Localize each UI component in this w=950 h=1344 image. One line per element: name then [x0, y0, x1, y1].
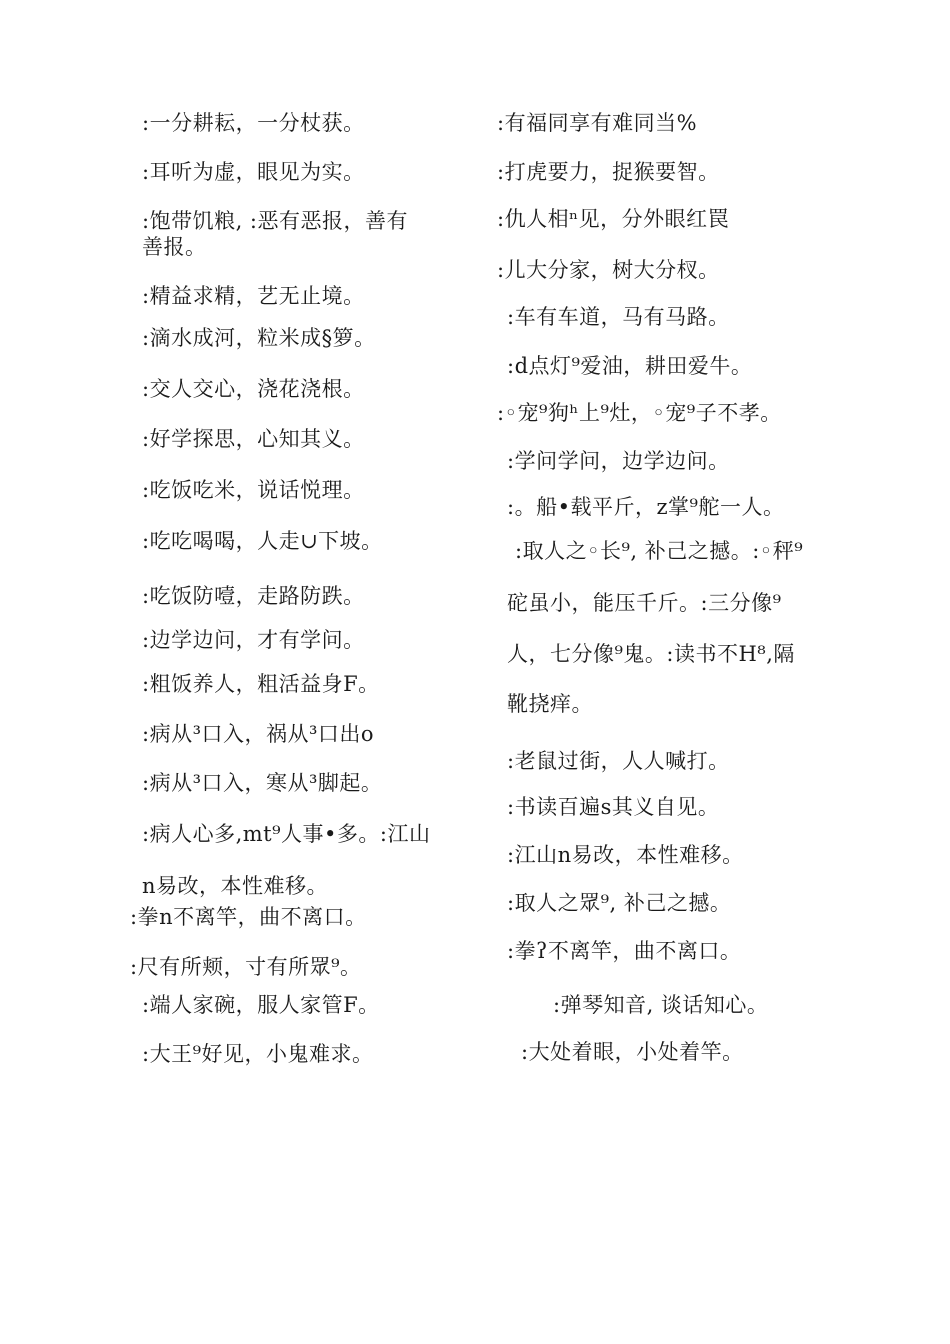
proverb-line: :拳n不离竿，曲不离口。 — [130, 905, 367, 929]
proverb-line: :弹琴知音, 谈话知心。 — [553, 993, 769, 1017]
proverb-line: :儿大分家，树大分杈。 — [497, 258, 720, 282]
proverb-line: :拳ʔ不离竿，曲不离口。 — [507, 939, 742, 963]
proverb-line: :端人家碗，服人家管F。 — [142, 993, 380, 1017]
proverb-line: :取人之◦长⁹, 补己之撼。:◦秤⁹ — [515, 539, 804, 563]
proverb-line: :病人心多,mt⁹人事•多。:江山 — [142, 822, 431, 846]
proverb-line: :打虎要力，捉猴要智。 — [497, 160, 720, 184]
proverb-line: :大处着眼，小处着竿。 — [521, 1040, 744, 1064]
proverb-line: :吃饭防噎，走路防跌。 — [142, 584, 365, 608]
proverb-line: 人，七分像⁹鬼。:读书不H⁸,隔 — [507, 642, 795, 666]
proverb-line: :饱带饥粮, :恶有恶报，善有 — [142, 209, 408, 233]
proverb-line: :边学边问，才有学问。 — [142, 628, 365, 652]
proverb-line: :有福同享有难同当% — [497, 111, 698, 135]
proverb-line: :病从³口入，祸从³口出o — [142, 722, 375, 746]
proverb-line: 砣虽小，能压千斤。:三分像⁹ — [507, 591, 782, 615]
proverb-line: 善报。 — [142, 235, 207, 259]
proverb-line: :学问学问，边学边问。 — [507, 449, 730, 473]
proverb-line: 靴挠痒。 — [507, 692, 593, 716]
proverb-line: :精益求精，艺无止境。 — [142, 284, 365, 308]
proverb-line: :尺有所颊，寸有所眾⁹。 — [130, 955, 362, 979]
proverb-line: :d点灯⁹爱油，耕田爱牛。 — [507, 354, 753, 378]
proverb-line: :书读百遍s其义自见。 — [507, 795, 720, 819]
proverb-line: :耳听为虚，眼见为实。 — [142, 160, 365, 184]
proverb-line: :吃吃喝喝，人走∪下坡。 — [142, 529, 383, 553]
proverb-line: :◦宠⁹狗ʰ上⁹灶，◦宠⁹子不孝。 — [497, 401, 782, 425]
proverb-line: n易改，本性难移。 — [142, 874, 329, 898]
proverb-line: :大王⁹好见，小鬼难求。 — [142, 1042, 374, 1066]
proverb-line: :一分耕耘，一分杖获。 — [142, 111, 365, 135]
proverb-line: :车有车道，马有马路。 — [507, 305, 730, 329]
proverb-line: :好学探思，心知其义。 — [142, 427, 365, 451]
proverb-line: :病从³口入，寒从³脚起。 — [142, 771, 383, 795]
proverb-line: :滴水成河，粒米成§箩。 — [142, 326, 376, 350]
proverb-line: :老鼠过街，人人喊打。 — [507, 749, 730, 773]
proverb-line: :交人交心，浇花浇根。 — [142, 377, 365, 401]
proverb-line: :粗饭养人，粗活益身F。 — [142, 672, 380, 696]
proverb-line: :江山n易改，本性难移。 — [507, 843, 744, 867]
proverb-line: :吃饭吃米，说话悦理。 — [142, 478, 365, 502]
proverb-line: :。船•载平斤，z掌⁹舵一人。 — [507, 495, 785, 519]
proverb-line: :取人之眾⁹, 补己之撼。 — [507, 891, 732, 915]
proverb-line: :仇人相ⁿ见，分外眼红罠 — [497, 207, 730, 231]
